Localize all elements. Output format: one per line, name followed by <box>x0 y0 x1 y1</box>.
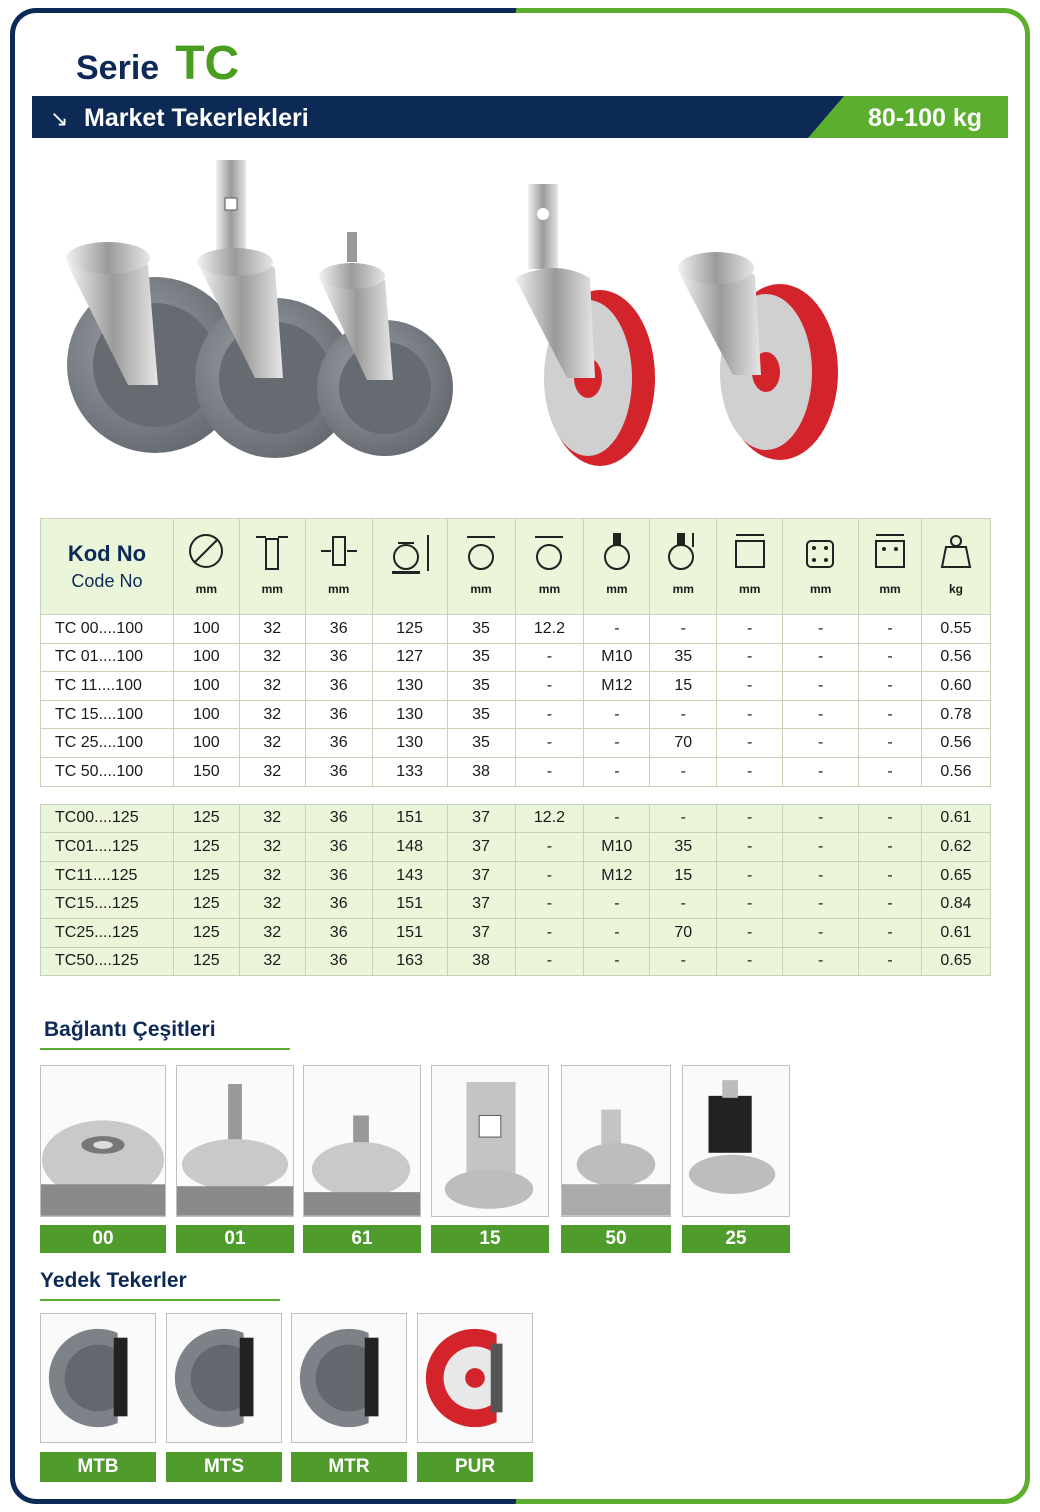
value-cell: - <box>783 757 859 786</box>
value-cell: - <box>783 890 859 919</box>
value-cell: 130 <box>372 729 447 758</box>
connection-label: 61 <box>303 1225 421 1253</box>
header-hole-diameter: mm <box>515 519 584 615</box>
specification-table <box>40 518 991 976</box>
offset-icon <box>461 531 501 571</box>
spare-wheel-label: MTR <box>291 1452 407 1482</box>
value-cell: 12.2 <box>515 615 584 644</box>
table-row <box>41 729 991 758</box>
table-row <box>41 918 991 947</box>
value-cell: - <box>584 615 650 644</box>
value-cell: 100 <box>173 700 239 729</box>
weight-icon <box>936 531 976 571</box>
value-cell: 32 <box>239 643 305 672</box>
spare-wheel-mts[interactable] <box>166 1313 282 1482</box>
header-weight: kg <box>922 519 991 615</box>
table-row <box>41 833 991 862</box>
value-cell: - <box>859 804 922 833</box>
frame-joint-top <box>505 8 527 13</box>
value-cell: - <box>650 700 717 729</box>
value-cell: - <box>717 833 783 862</box>
value-cell: - <box>717 729 783 758</box>
spare-wheel-label: MTB <box>40 1452 156 1482</box>
spare-wheels-title: Yedek Tekerler <box>40 1269 187 1292</box>
value-cell: - <box>650 757 717 786</box>
value-cell: 148 <box>372 833 447 862</box>
value-cell: 100 <box>173 672 239 701</box>
value-cell: 125 <box>173 861 239 890</box>
value-cell: M12 <box>584 861 650 890</box>
value-cell: - <box>783 615 859 644</box>
value-cell: - <box>859 672 922 701</box>
value-cell: - <box>859 700 922 729</box>
value-cell: - <box>717 918 783 947</box>
grey-caster-3 <box>317 232 453 456</box>
value-cell: 32 <box>239 757 305 786</box>
table-group-100 <box>41 615 991 787</box>
connection-item-25[interactable] <box>682 1065 790 1253</box>
value-cell: - <box>584 757 650 786</box>
code-header: Kod No Code No <box>41 519 174 615</box>
value-cell: 0.56 <box>922 643 991 672</box>
value-cell: - <box>515 918 584 947</box>
spare-wheel-mtr[interactable] <box>291 1313 407 1482</box>
value-cell: - <box>515 700 584 729</box>
value-cell: - <box>650 804 717 833</box>
value-cell: - <box>859 615 922 644</box>
value-cell: 32 <box>239 918 305 947</box>
overall-height-icon <box>386 531 434 575</box>
load-capacity: 80-100 kg <box>868 104 982 132</box>
value-cell: 32 <box>239 729 305 758</box>
table-group-125 <box>41 804 991 976</box>
value-cell: - <box>717 757 783 786</box>
header-thread-length: mm <box>650 519 717 615</box>
red-caster-1 <box>515 184 655 466</box>
table-row <box>41 861 991 890</box>
value-cell: M10 <box>584 643 650 672</box>
table-row <box>41 643 991 672</box>
value-cell: - <box>783 833 859 862</box>
value-cell: - <box>515 861 584 890</box>
value-cell: - <box>584 947 650 976</box>
table-header-row <box>41 519 991 615</box>
value-cell: - <box>717 643 783 672</box>
table-row <box>41 672 991 701</box>
value-cell: 125 <box>173 804 239 833</box>
code-cell: TC11....125 <box>41 861 174 890</box>
value-cell: - <box>783 947 859 976</box>
code-cell: TC01....125 <box>41 833 174 862</box>
series-code: TC <box>175 37 240 90</box>
wheel-diameter-icon <box>186 531 226 571</box>
value-cell: 37 <box>447 804 515 833</box>
value-cell: - <box>717 861 783 890</box>
connection-item-01[interactable] <box>176 1065 294 1253</box>
value-cell: 151 <box>372 804 447 833</box>
value-cell: - <box>717 804 783 833</box>
spare-wheel-pur[interactable] <box>417 1313 533 1482</box>
value-cell: 36 <box>305 861 372 890</box>
value-cell: 36 <box>305 700 372 729</box>
value-cell: 125 <box>173 918 239 947</box>
value-cell: - <box>783 804 859 833</box>
value-cell: 37 <box>447 833 515 862</box>
spare-wheel-label: PUR <box>417 1452 533 1482</box>
value-cell: 0.55 <box>922 615 991 644</box>
spare-wheel-label: MTS <box>166 1452 282 1482</box>
value-cell: 35 <box>447 643 515 672</box>
value-cell: 125 <box>173 947 239 976</box>
value-cell: 125 <box>173 833 239 862</box>
red-caster-2 <box>678 252 838 460</box>
value-cell: 70 <box>650 918 717 947</box>
value-cell: 130 <box>372 672 447 701</box>
value-cell: 143 <box>372 861 447 890</box>
series-heading <box>76 36 239 91</box>
connection-label: 15 <box>431 1225 549 1253</box>
value-cell: 35 <box>650 833 717 862</box>
value-cell: 36 <box>305 615 372 644</box>
code-cell: TC 25....100 <box>41 729 174 758</box>
value-cell: - <box>650 890 717 919</box>
hole-diameter-icon <box>529 531 569 571</box>
connection-item-00[interactable] <box>40 1065 166 1253</box>
value-cell: - <box>515 890 584 919</box>
value-cell: 36 <box>305 918 372 947</box>
arrow-down-right-icon: ↘ <box>50 106 69 131</box>
value-cell: 38 <box>447 757 515 786</box>
header-bolt-hole-spacing: mm <box>783 519 859 615</box>
spare-wheel-mts-image <box>166 1313 282 1443</box>
connection-pin-stem-image <box>561 1065 671 1217</box>
value-cell: - <box>584 890 650 919</box>
value-cell: 32 <box>239 700 305 729</box>
value-cell: - <box>584 918 650 947</box>
connection-label: 00 <box>40 1225 166 1253</box>
value-cell: - <box>859 918 922 947</box>
header-hub-length: mm <box>305 519 372 615</box>
value-cell: 36 <box>305 947 372 976</box>
value-cell: - <box>859 833 922 862</box>
connection-label: 50 <box>561 1225 671 1253</box>
product-title: Market Tekerlekleri <box>84 104 309 132</box>
bolt-hole-icon <box>870 531 910 571</box>
connections-title: Bağlantı Çeşitleri <box>44 1018 216 1041</box>
table-row <box>41 947 991 976</box>
value-cell: - <box>859 643 922 672</box>
value-cell: 38 <box>447 947 515 976</box>
connection-item-15[interactable] <box>431 1065 549 1253</box>
spare-wheel-pur-image <box>417 1313 533 1443</box>
title-banner <box>32 96 1008 138</box>
value-cell: 36 <box>305 643 372 672</box>
plate-size-icon <box>730 531 770 571</box>
value-cell: - <box>783 672 859 701</box>
code-cell: TC50....125 <box>41 947 174 976</box>
value-cell: - <box>783 918 859 947</box>
table-row <box>41 757 991 786</box>
connection-short-stem-image <box>303 1065 421 1217</box>
series-word: Serie <box>76 49 160 87</box>
value-cell: 0.65 <box>922 947 991 976</box>
code-cell: TC 50....100 <box>41 757 174 786</box>
code-cell: TC25....125 <box>41 918 174 947</box>
value-cell: 0.84 <box>922 890 991 919</box>
connection-item-61[interactable] <box>303 1065 421 1253</box>
code-cell: TC 00....100 <box>41 615 174 644</box>
value-cell: - <box>515 947 584 976</box>
header-thread-size: mm <box>584 519 650 615</box>
table-spacer <box>41 786 991 804</box>
value-cell: - <box>584 700 650 729</box>
code-cell: TC00....125 <box>41 804 174 833</box>
connection-expanding-adapter-image <box>682 1065 790 1217</box>
value-cell: 37 <box>447 918 515 947</box>
value-cell: - <box>515 833 584 862</box>
header-wheel-diameter: mm <box>173 519 239 615</box>
value-cell: 150 <box>173 757 239 786</box>
value-cell: 151 <box>372 890 447 919</box>
connection-square-stem-image <box>431 1065 549 1217</box>
header-offset: mm <box>447 519 515 615</box>
header-tread-width: mm <box>239 519 305 615</box>
hub-length-icon <box>319 531 359 571</box>
table-row <box>41 700 991 729</box>
thread-length-icon <box>663 531 703 571</box>
value-cell: 32 <box>239 890 305 919</box>
value-cell: 32 <box>239 615 305 644</box>
code-cell: TC 01....100 <box>41 643 174 672</box>
value-cell: - <box>859 890 922 919</box>
value-cell: 36 <box>305 833 372 862</box>
value-cell: - <box>783 700 859 729</box>
value-cell: 100 <box>173 643 239 672</box>
value-cell: - <box>717 890 783 919</box>
value-cell: 100 <box>173 729 239 758</box>
spare-wheel-mtb[interactable] <box>40 1313 156 1482</box>
value-cell: - <box>650 615 717 644</box>
value-cell: 35 <box>650 643 717 672</box>
connection-label: 25 <box>682 1225 790 1253</box>
value-cell: 0.61 <box>922 918 991 947</box>
value-cell: 36 <box>305 729 372 758</box>
connection-item-50[interactable] <box>561 1065 671 1253</box>
value-cell: 35 <box>447 672 515 701</box>
value-cell: 151 <box>372 918 447 947</box>
value-cell: 35 <box>447 615 515 644</box>
value-cell: 0.65 <box>922 861 991 890</box>
value-cell: - <box>717 700 783 729</box>
value-cell: - <box>717 615 783 644</box>
value-cell: - <box>783 643 859 672</box>
value-cell: 125 <box>372 615 447 644</box>
table-row <box>41 804 991 833</box>
value-cell: 36 <box>305 672 372 701</box>
value-cell: 37 <box>447 890 515 919</box>
header-overall-height <box>372 519 447 615</box>
value-cell: 32 <box>239 947 305 976</box>
value-cell: 15 <box>650 861 717 890</box>
value-cell: 35 <box>447 729 515 758</box>
thread-size-icon <box>597 531 637 571</box>
product-photo <box>40 150 990 500</box>
value-cell: - <box>783 729 859 758</box>
value-cell: 125 <box>173 890 239 919</box>
value-cell: - <box>584 729 650 758</box>
code-cell: TC 15....100 <box>41 700 174 729</box>
value-cell: - <box>515 729 584 758</box>
value-cell: 133 <box>372 757 447 786</box>
value-cell: - <box>650 947 717 976</box>
frame-joint-bottom <box>505 1499 527 1504</box>
spare-wheel-mtb-image <box>40 1313 156 1443</box>
value-cell: M12 <box>584 672 650 701</box>
value-cell: 32 <box>239 672 305 701</box>
value-cell: 36 <box>305 804 372 833</box>
connection-bolt-hole-image <box>40 1065 166 1217</box>
value-cell: 32 <box>239 833 305 862</box>
value-cell: 36 <box>305 757 372 786</box>
table-row <box>41 615 991 644</box>
value-cell: 163 <box>372 947 447 976</box>
value-cell: - <box>515 643 584 672</box>
value-cell: 0.62 <box>922 833 991 862</box>
value-cell: 37 <box>447 861 515 890</box>
value-cell: 70 <box>650 729 717 758</box>
code-cell: TC15....125 <box>41 890 174 919</box>
connection-label: 01 <box>176 1225 294 1253</box>
value-cell: - <box>515 757 584 786</box>
value-cell: 0.60 <box>922 672 991 701</box>
value-cell: - <box>584 804 650 833</box>
value-cell: - <box>859 729 922 758</box>
bolt-spacing-icon <box>801 531 841 571</box>
value-cell: - <box>859 947 922 976</box>
value-cell: M10 <box>584 833 650 862</box>
value-cell: 15 <box>650 672 717 701</box>
value-cell: - <box>859 861 922 890</box>
header-bolt-hole-size: mm <box>859 519 922 615</box>
code-cell: TC 11....100 <box>41 672 174 701</box>
value-cell: - <box>717 672 783 701</box>
value-cell: 0.61 <box>922 804 991 833</box>
spare-wheels-underline <box>40 1299 280 1301</box>
value-cell: 100 <box>173 615 239 644</box>
value-cell: - <box>717 947 783 976</box>
value-cell: 36 <box>305 890 372 919</box>
table-row <box>41 890 991 919</box>
value-cell: 32 <box>239 804 305 833</box>
value-cell: 127 <box>372 643 447 672</box>
header-plate-size: mm <box>717 519 783 615</box>
value-cell: - <box>783 861 859 890</box>
connection-threaded-stem-image <box>176 1065 294 1217</box>
value-cell: 130 <box>372 700 447 729</box>
value-cell: 12.2 <box>515 804 584 833</box>
spare-wheel-mtr-image <box>291 1313 407 1443</box>
value-cell: 35 <box>447 700 515 729</box>
value-cell: 0.78 <box>922 700 991 729</box>
value-cell: 0.56 <box>922 757 991 786</box>
value-cell: - <box>859 757 922 786</box>
value-cell: 32 <box>239 861 305 890</box>
tread-width-icon <box>252 531 292 571</box>
value-cell: - <box>515 672 584 701</box>
value-cell: 0.56 <box>922 729 991 758</box>
connections-underline <box>40 1048 290 1050</box>
